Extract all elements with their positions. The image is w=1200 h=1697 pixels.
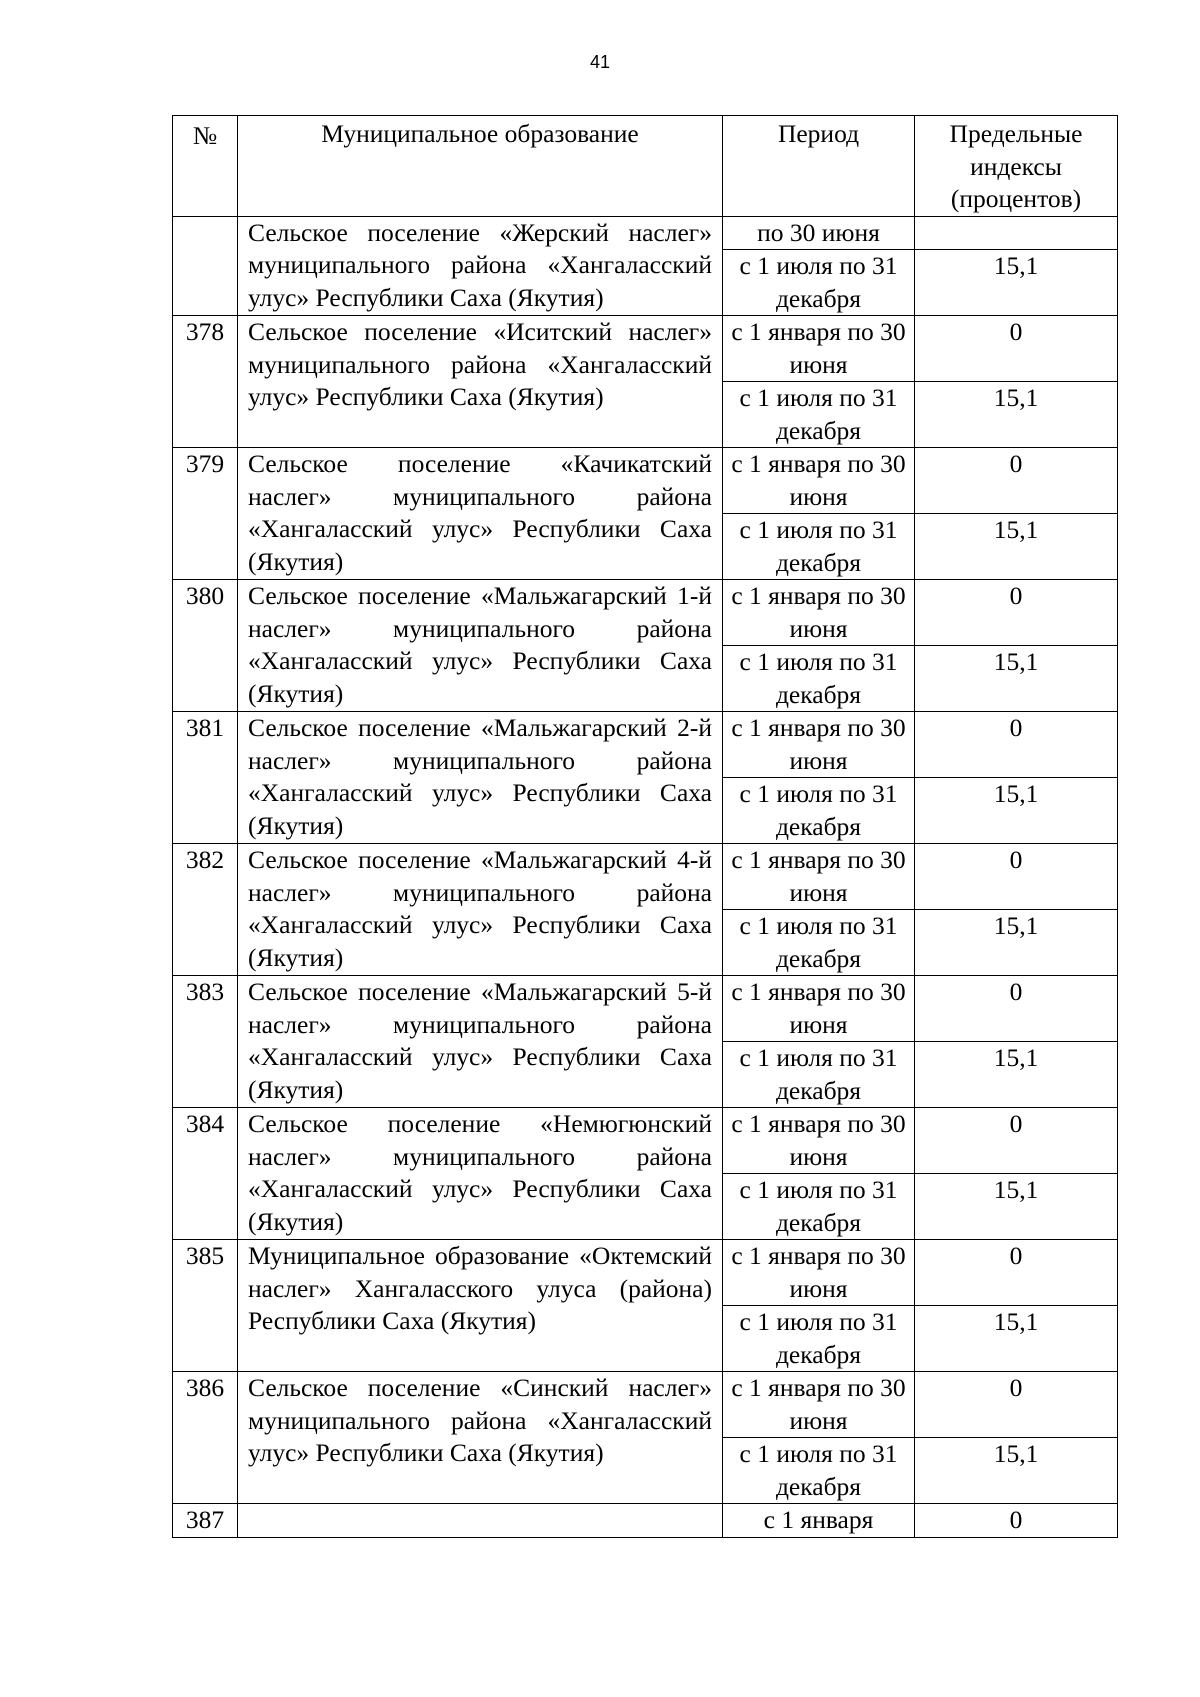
table-row: [173, 216, 1118, 250]
index-first-half: 0: [915, 844, 1118, 910]
index-second-half: 15,1: [915, 382, 1118, 448]
index-second-half: 15,1: [915, 910, 1118, 976]
index-first-half: 0: [915, 1240, 1118, 1306]
row-number: 386: [173, 1372, 238, 1504]
index-second-half: 15,1: [915, 250, 1118, 316]
period-second-half: с 1 июля по 31 декабря: [723, 1438, 915, 1504]
period-second-half: с 1 июля по 31 декабря: [723, 250, 915, 316]
row-number: 381: [173, 712, 238, 844]
table-row: [173, 448, 1118, 514]
period-first-half: с 1 января по 30 июня: [723, 844, 915, 910]
row-number: 383: [173, 976, 238, 1108]
period-second-half: с 1 июля по 31 декабря: [723, 778, 915, 844]
index-first-half: 0: [915, 1372, 1118, 1438]
table-row: [173, 1240, 1118, 1306]
row-number: 384: [173, 1108, 238, 1240]
period-first-half: с 1 января по 30 июня: [723, 1240, 915, 1306]
index-second-half: 15,1: [915, 1438, 1118, 1504]
index-first-half: 0: [915, 448, 1118, 514]
table-row: [173, 976, 1118, 1042]
row-number: [173, 216, 238, 316]
table-row: [173, 1108, 1118, 1174]
row-number: 379: [173, 448, 238, 580]
header-number: №: [173, 116, 238, 217]
index-first-half: 0: [915, 316, 1118, 382]
municipality-name: Сельское поселение «Синский наслег» муниципального района «Хангаласский улус» Республики Саха (Якутия): [238, 1372, 723, 1504]
header-municipality: Муниципальное образование: [238, 116, 723, 217]
period-second-half: с 1 июля по 31 декабря: [723, 514, 915, 580]
index-second-half: 15,1: [915, 514, 1118, 580]
period-first-half: с 1 января по 30 июня: [723, 580, 915, 646]
table-header-row: [173, 116, 1118, 217]
index-second-half: 15,1: [915, 646, 1118, 712]
table-row: [173, 316, 1118, 382]
row-number: 378: [173, 316, 238, 448]
period-second-half: с 1 июля по 31 декабря: [723, 646, 915, 712]
period-first-half: с 1 января по 30 июня: [723, 712, 915, 778]
period-second-half: с 1 июля по 31 декабря: [723, 1042, 915, 1108]
index-first-half: 0: [915, 1504, 1118, 1538]
municipality-name: Сельское поселение «Немюгюнский наслег» муниципального района «Хангаласский улус» Республики Саха (Якутия): [238, 1108, 723, 1240]
index-first-half: 0: [915, 580, 1118, 646]
index-second-half: 15,1: [915, 1042, 1118, 1108]
period-first-half: с 1 января: [723, 1504, 915, 1538]
period-first-half: с 1 января по 30 июня: [723, 1372, 915, 1438]
index-second-half: 15,1: [915, 778, 1118, 844]
period-first-half: с 1 января по 30 июня: [723, 1108, 915, 1174]
row-number: 380: [173, 580, 238, 712]
row-number: 387: [173, 1504, 238, 1538]
period-first-half: с 1 января по 30 июня: [723, 448, 915, 514]
table-row: [173, 1504, 1118, 1538]
row-number: 385: [173, 1240, 238, 1372]
municipality-name: Сельское поселение «Иситский наслег» муниципального района «Хангаласский улус» Республики Саха (Якутия): [238, 316, 723, 448]
period-first-half: с 1 января по 30 июня: [723, 976, 915, 1042]
index-first-half: 0: [915, 1108, 1118, 1174]
period-first-half: по 30 июня: [723, 216, 915, 250]
tariff-index-table: [172, 115, 1118, 1538]
municipality-name: Сельское поселение «Мальжагарский 4-й наслег» муниципального района «Хангаласский улус» Республики Саха (Якутия): [238, 844, 723, 976]
period-first-half: с 1 января по 30 июня: [723, 316, 915, 382]
index-first-half: 0: [915, 712, 1118, 778]
header-index-limit: Предельные индексы (процентов): [915, 116, 1118, 217]
index-second-half: 15,1: [915, 1174, 1118, 1240]
table-row: [173, 1372, 1118, 1438]
index-second-half: 15,1: [915, 1306, 1118, 1372]
municipality-name: Сельское поселение «Мальжагарский 5-й наслег» муниципального района «Хангаласский улус» Республики Саха (Якутия): [238, 976, 723, 1108]
index-first-half: [915, 216, 1118, 250]
index-first-half: 0: [915, 976, 1118, 1042]
municipality-name: [238, 1504, 723, 1538]
table-row: [173, 712, 1118, 778]
table-row: [173, 844, 1118, 910]
period-second-half: с 1 июля по 31 декабря: [723, 910, 915, 976]
row-number: 382: [173, 844, 238, 976]
table-row: [173, 580, 1118, 646]
page-number: 41: [589, 52, 611, 72]
municipality-name: Сельское поселение «Жерский наслег» муниципального района «Хангаласский улус» Республики Саха (Якутия): [238, 216, 723, 316]
header-period: Период: [723, 116, 915, 217]
period-second-half: с 1 июля по 31 декабря: [723, 382, 915, 448]
municipality-name: Сельское поселение «Мальжагарский 1-й наслег» муниципального района «Хангаласский улус» Республики Саха (Якутия): [238, 580, 723, 712]
municipality-name: Сельское поселение «Мальжагарский 2-й наслег» муниципального района «Хангаласский улус» Республики Саха (Якутия): [238, 712, 723, 844]
municipality-name: Муниципальное образование «Октемский наслег» Хангаласского улуса (района) Республики Саха (Якутия): [238, 1240, 723, 1372]
period-second-half: с 1 июля по 31 декабря: [723, 1306, 915, 1372]
municipality-name: Сельское поселение «Качикатский наслег» муниципального района «Хангаласский улус» Республики Саха (Якутия): [238, 448, 723, 580]
period-second-half: с 1 июля по 31 декабря: [723, 1174, 915, 1240]
